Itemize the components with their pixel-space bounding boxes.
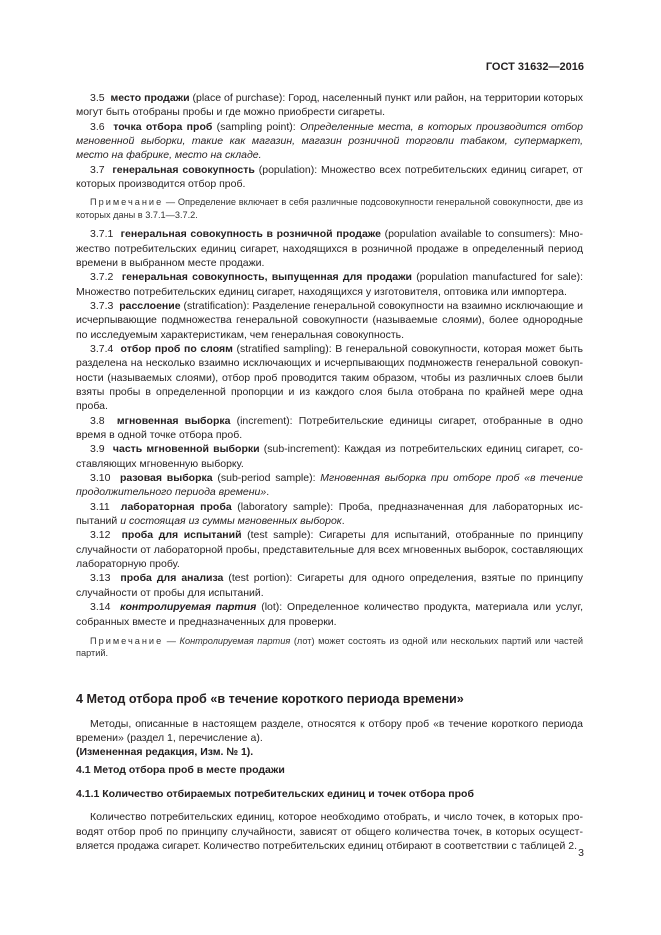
definition-italic-text: и состоящая из суммы мгновенных выборок xyxy=(120,515,342,528)
punctuation: . xyxy=(266,486,270,499)
definition-3-7-1 xyxy=(76,227,583,270)
clause-number: 3.12 xyxy=(90,529,111,542)
definition-3-7 xyxy=(76,163,583,192)
note-label: Примечание xyxy=(90,635,164,646)
page-body xyxy=(76,91,583,853)
definition-text: (increment): Потребительские единицы сигарет, отобранные в одно время в одной точке отбора проб. xyxy=(76,414,583,442)
note-italic-text: Контролируемая партия xyxy=(179,635,291,646)
definition-3-14 xyxy=(76,600,583,629)
note-text: — Определение включает в себя различные подсовокупности генеральной совокупности, две из которых даны в 3.7.1—3.7.2. xyxy=(76,197,583,220)
subsection-4-1-1-heading: 4.1.1 Количество отбираемых потребительских единиц и точек отбора проб xyxy=(76,787,474,800)
definition-3-10 xyxy=(76,471,583,500)
definition-3-9 xyxy=(76,442,583,471)
term: расслоение xyxy=(119,299,181,312)
note-label: Примечание xyxy=(90,197,164,208)
definition-text: (lot): Определенное количество продукта, материала или услуг, собранных вместе и предназначенных для проверки. xyxy=(76,601,584,628)
clause-number: 3.14 xyxy=(90,601,111,614)
note-2 xyxy=(76,635,583,660)
clause-number: 3.13 xyxy=(90,572,111,585)
clause-number: 3.6 xyxy=(90,120,105,133)
standard-designation: ГОСТ 31632—2016 xyxy=(485,61,584,73)
definition-3-7-4 xyxy=(76,342,583,414)
definition-3-11 xyxy=(76,500,583,529)
definition-3-6 xyxy=(76,120,583,163)
clause-number: 3.7.2 xyxy=(90,271,114,284)
definition-text: (test sample): Сигареты для испытаний, отобранные по принципу случайности от лабораторной пробы, представительные для всех мгновенных выборок, составляющих лабораторную пробу. xyxy=(76,529,583,571)
clause-number: 3.7.4 xyxy=(90,342,114,355)
clause-number: 3.7.1 xyxy=(90,228,114,241)
punctuation: . xyxy=(341,515,345,528)
subsection-4-1-heading: 4.1 Метод отбора проб в месте продажи xyxy=(76,763,285,776)
definition-text: (population manufactured for sale): Множество потребительских единиц сигарет, находящихся у изготовителя, оптовика или импортера. xyxy=(76,271,584,298)
definition-text: (test portion): Сигареты для одного определения, взятые по принципу случайности от пробы для испытаний. xyxy=(76,572,584,599)
note-text: (лот) может состоять из одной или нескольких партий или частей партий. xyxy=(76,635,583,659)
clause-number: 3.7.3 xyxy=(90,299,114,312)
term: разовая выборка xyxy=(119,472,213,485)
definition-text: (sampling point): xyxy=(212,120,301,133)
page-number: 3 xyxy=(578,847,584,859)
definition-text: (place of purchase): Город, населенный пункт или район, на территории которых могут быть отобраны пробы и где можно приобрести сигареты. xyxy=(76,92,583,119)
clause-number: 3.8 xyxy=(90,414,105,427)
term: часть мгновенной выборки xyxy=(112,443,260,456)
definition-text: (population available to consumers): Множество потребительских единиц сигарет, находящихся в розничной продаже в определенный период времени в выбранном месте продажи. xyxy=(76,228,583,269)
definition-text: (sub-increment): Каждая из потребительских единиц сигарет, составляющих мгновенную выборку. xyxy=(76,443,584,470)
definition-text: (laboratory sample): Проба, предназначенная для лабораторных испытаний xyxy=(76,500,583,528)
clause-number: 3.5 xyxy=(90,92,105,104)
definition-text: (stratified sampling): В генеральной совокупности, которая может быть разделена на несколько взаимно исключающих и исчерпывающих подмножеств генеральной совокупности (называемых слоями), отбор проб проводится таким образом, чтобы из различных слоев были взяты пробы в определенной пропорции и из каждого слоя была отобрана по крайней мере одна проба. xyxy=(76,342,583,413)
amendment-note: (Измененная редакция, Изм. № 1). xyxy=(76,746,254,759)
definition-3-5 xyxy=(76,91,583,120)
definition-text: (stratification): Разделение генеральной совокупности на взаимно исключающие и исчерпывающие подмножества генеральной совокупности (называемые слоями), более однородные по исследуемым характеристикам, чем генеральная совокупность. xyxy=(76,299,583,341)
definition-3-8 xyxy=(76,414,583,443)
term: генеральная совокупность, выпущенная для продажи xyxy=(121,271,413,284)
term: проба для испытаний xyxy=(121,529,242,542)
clause-number: 3.11 xyxy=(90,500,110,513)
term: проба для анализа xyxy=(120,572,224,585)
definition-text: (sub-period sample): xyxy=(212,472,321,485)
note-1 xyxy=(76,196,583,221)
definition-italic-text: Мгновенная выборка при отборе проб «в течение продолжительного периода времени» xyxy=(76,472,583,499)
section-4-heading: 4 Метод отбора проб «в течение короткого периода времени» xyxy=(76,691,464,706)
term: контролируемая партия xyxy=(120,601,257,614)
term: мгновенная выборка xyxy=(116,414,231,427)
clause-number: 3.7 xyxy=(90,163,105,176)
definition-3-13 xyxy=(76,571,583,600)
definition-3-12 xyxy=(76,528,583,571)
term: отбор проб по слоям xyxy=(120,342,233,355)
note-dash: — xyxy=(163,635,180,646)
subsection-4-1-1-text: Количество потребительских единиц, которое необходимо отобрать, и число точек, в которых проводят отбор проб по принципу случайности, зависят от общего количества точек, в которых осуществляется продажа сигарет. Количество потребительских единиц отбирают в соответствии с таблицей 2. xyxy=(76,811,583,852)
definition-3-7-2 xyxy=(76,270,583,299)
clause-number: 3.9 xyxy=(90,443,105,456)
section-4-intro: Методы, описанные в настоящем разделе, относятся к отбору проб «в течение короткого периода времени» (раздел 1, перечисление а). xyxy=(76,717,583,744)
term: лабораторная проба xyxy=(120,500,232,513)
definition-italic-text: Определенные места, в которых производится отбор мгновенной выборки, такие как магазин, магазин розничной торговли табаком, супермаркет, место на фабрике, место на складе. xyxy=(76,120,583,162)
term: генеральная совокупность xyxy=(112,163,255,176)
definition-text: (population): Множество всех потребительских единиц сигарет, от которых производится отбор проб. xyxy=(76,163,583,191)
term: место продажи xyxy=(110,92,190,104)
term: точка отбора проб xyxy=(113,120,213,133)
definition-3-7-3 xyxy=(76,299,583,342)
clause-number: 3.10 xyxy=(90,472,111,485)
term: генеральная совокупность в розничной продаже xyxy=(120,228,381,241)
